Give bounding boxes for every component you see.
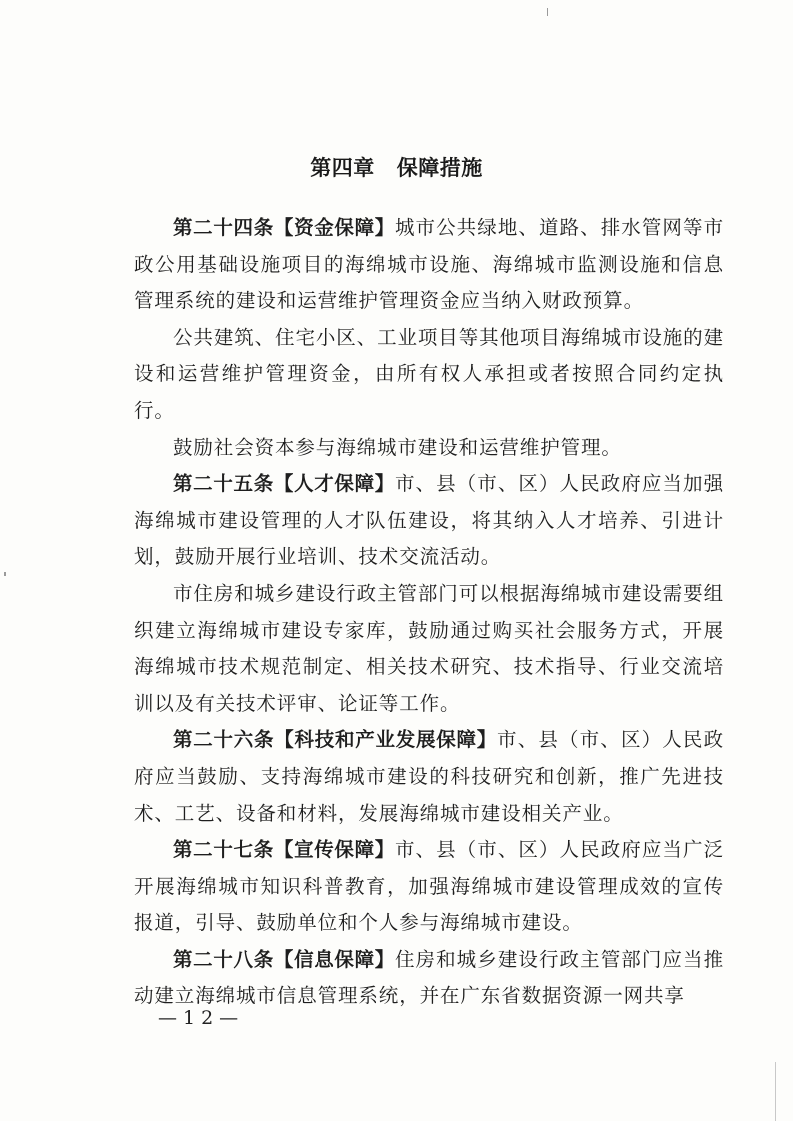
article-heading: 【资金保障】	[273, 216, 395, 239]
paragraph-text: 住房和城乡建设行政主管部门应当推动建立海绵城市信息管理系统，并在广东省数据资源一网共享	[134, 947, 724, 1008]
article-number: 第二十八条	[173, 947, 274, 971]
article-25-paragraph	[134, 466, 724, 576]
scan-speck	[4, 572, 6, 576]
paragraph-text: 市、县（市、区）人民政府应当鼓励、支持海绵城市建设的科技研究和创新，推广先进技术、工艺、设备和材料，发展海绵城市建设相关产业。	[134, 728, 724, 825]
page-number: —12—	[158, 1007, 245, 1029]
paragraph-text: 市住房和城乡建设行政主管部门可以根据海绵城市建设需要组织建立海绵城市建设专家库，鼓励通过购买社会服务方式，开展海绵城市技术规范制定、相关技术研究、技术指导、行业交流培训以及有关技术评审、论证等工作。	[134, 581, 724, 715]
article-heading: 【人才保障】	[273, 472, 395, 496]
paragraph-text: 市、县（市、区）人民政府应当加强海绵城市建设管理的人才队伍建设，将其纳入人才培养、引进计划，鼓励开展行业培训、技术交流活动。	[134, 472, 724, 569]
article-heading: 【信息保障】	[273, 947, 395, 971]
article-number: 第二十五条	[173, 472, 274, 496]
body-paragraph	[134, 320, 724, 430]
scan-edge-line	[775, 1062, 776, 1121]
chapter-heading	[0, 152, 793, 182]
article-24-paragraph	[134, 210, 724, 320]
article-27-paragraph	[134, 832, 724, 942]
body-paragraph	[134, 576, 724, 722]
article-26-paragraph	[134, 722, 724, 832]
article-number: 第二十四条	[173, 216, 274, 239]
chapter-title: 保障措施	[396, 156, 483, 180]
scan-speck	[547, 8, 548, 16]
chapter-number: 第四章	[310, 156, 375, 180]
article-number: 第二十六条	[173, 728, 275, 752]
paragraph-text: 鼓励社会资本参与海绵城市建设和运营维护管理。	[173, 435, 622, 459]
body-paragraph	[134, 430, 724, 467]
article-heading: 【科技和产业发展保障】	[274, 728, 498, 752]
article-heading: 【宣传保障】	[273, 838, 395, 862]
paragraph-text: 城市公共绿地、道路、排水管网等市政公用基础设施项目的海绵城市设施、海绵城市监测设施和信息管理系统的建设和运营维护管理资金应当纳入财政预算。	[134, 216, 724, 313]
article-number: 第二十七条	[173, 838, 274, 862]
article-28-paragraph	[134, 942, 724, 1015]
paragraph-text: 公共建筑、住宅小区、工业项目等其他项目海绵城市设施的建设和运营维护管理资金，由所有权人承担或者按照合同约定执行。	[134, 325, 724, 422]
document-body	[134, 210, 724, 1015]
paragraph-text: 市、县（市、区）人民政府应当广泛开展海绵城市知识科普教育，加强海绵城市建设管理成效的宣传报道，引导、鼓励单位和个人参与海绵城市建设。	[134, 838, 724, 935]
